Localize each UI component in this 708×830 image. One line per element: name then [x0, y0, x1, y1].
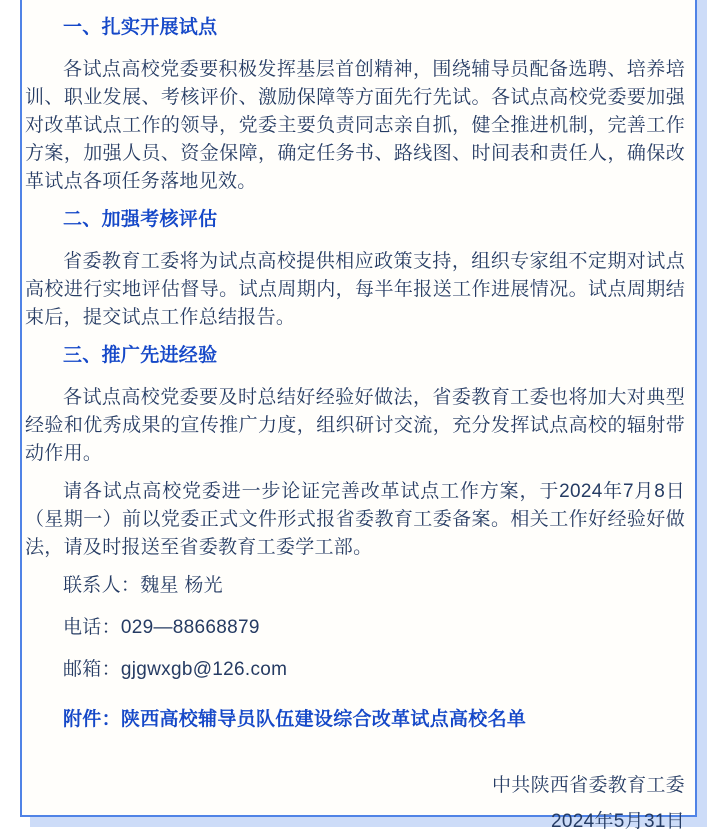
notice-body: [22, 0, 695, 830]
section-heading-2: 二、加强考核评估: [63, 209, 218, 230]
contact-phone-line: 电话：029—88668879: [63, 617, 260, 638]
notice-card: [20, 0, 697, 830]
section-heading-3: 三、推广先进经验: [63, 345, 218, 366]
attachment-line: 附件：陕西高校辅导员队伍建设综合改革试点高校名单: [63, 709, 527, 730]
contact-email-line: 邮箱：gjgwxgb@126.com: [63, 659, 288, 680]
signature-date: 2024年5月31日: [551, 811, 685, 830]
signature-block: [25, 768, 685, 830]
section-3-paragraph-2: 请各试点高校党委进一步论证完善改革试点工作方案，于2024年7月8日（星期一）前以党委正式文件形式报省委教育工委备案。相关工作好经验好做法，请及时报送至省委教育工委学工部。: [25, 481, 685, 558]
signature-org: 中共陕西省委教育工委: [491, 775, 685, 796]
contact-person-line: 联系人：魏星 杨光: [63, 575, 223, 596]
section-1-paragraph-1: 各试点高校党委要积极发挥基层首创精神，围绕辅导员配备选聘、培养培训、职业发展、考核评价、激励保障等方面先行先试。各试点高校党委要加强对改革试点工作的领导，党委主要负责同志亲自抓，健全推进机制，完善工作方案，加强人员、资金保障，确定任务书、路线图、时间表和责任人，确保改革试点各项任务落地见效。: [25, 59, 685, 192]
section-3-paragraph-1: 各试点高校党委要及时总结好经验好做法，省委教育工委也将加大对典型经验和优秀成果的宣传推广力度，组织研讨交流，充分发挥试点高校的辐射带动作用。: [25, 387, 685, 464]
section-heading-1: 一、扎实开展试点: [63, 17, 218, 38]
section-2-paragraph-1: 省委教育工委将为试点高校提供相应政策支持，组织专家组不定期对试点高校进行实地评估督导。试点周期内，每半年报送工作进展情况。试点周期结束后，提交试点工作总结报告。: [25, 251, 685, 328]
